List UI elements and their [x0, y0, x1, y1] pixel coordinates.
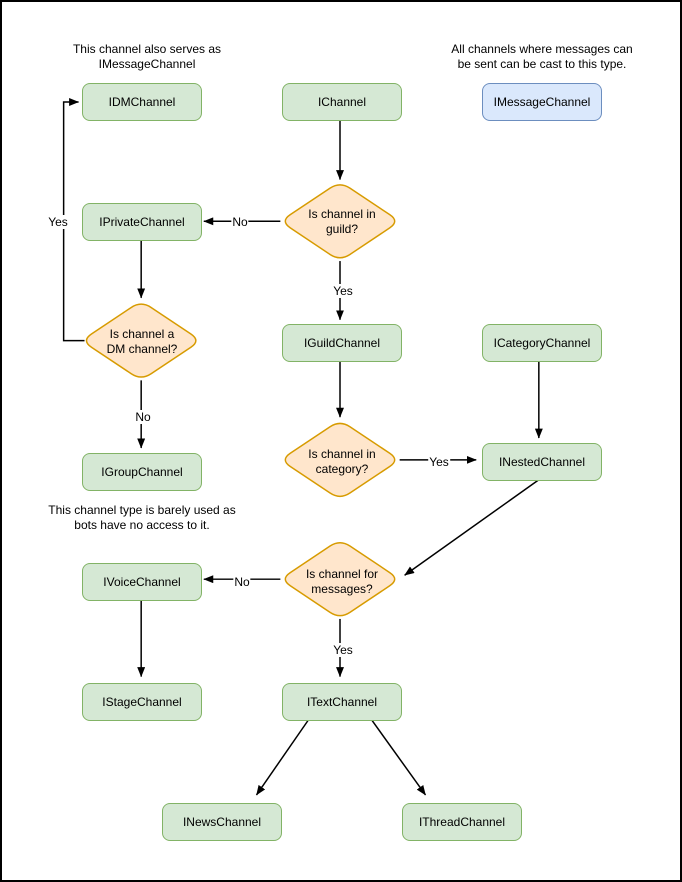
- group-channel-note: [48, 503, 235, 533]
- node-ichannel: [282, 83, 402, 121]
- edge-label-dm-decision-to-idmchannel: Yes: [48, 215, 68, 229]
- note-line: This channel type is barely used as: [48, 503, 236, 517]
- note-line: be sent can be cast to this type.: [457, 57, 627, 71]
- node-label-itextchannel: ITextChannel: [306, 695, 378, 709]
- note-line: All channels where messages can: [451, 42, 633, 56]
- note-line: IMessageChannel: [98, 57, 196, 71]
- node-inestedchannel: [482, 443, 602, 481]
- node-label-igroupchannel: IGroupChannel: [101, 465, 183, 479]
- decision-label-line: DM channel?: [106, 342, 178, 356]
- decision-label-is-channel-a-dm-channel: [107, 327, 178, 357]
- decision-label-line: Is channel in: [308, 207, 376, 221]
- node-itextchannel: [282, 683, 402, 721]
- decision-label-line: Is channel a: [109, 327, 175, 341]
- edge-label-guild-decision-to-iprivatechannel: No: [232, 215, 248, 229]
- decision-label-line: messages?: [311, 582, 373, 596]
- edge-itextchannel-to-inewschannel: [256, 717, 310, 795]
- decision-label-is-channel-in-category: [308, 447, 375, 477]
- edge-label-dm-decision-to-igroupchannel: No: [135, 410, 151, 424]
- edge-itextchannel-to-ithreadchannel: [370, 717, 426, 795]
- edge-label-messages-decision-to-itextchannel: Yes: [333, 643, 353, 657]
- node-label-ivoicechannel: IVoiceChannel: [103, 575, 181, 589]
- decision-label-line: guild?: [325, 222, 359, 236]
- node-label-inewschannel: INewsChannel: [182, 815, 262, 829]
- decision-label-line: Is channel for: [305, 567, 379, 581]
- edge-label-messages-decision-to-ivoicechannel: No: [234, 575, 250, 589]
- node-label-idmchannel: IDMChannel: [108, 95, 176, 109]
- decision-label-is-channel-for-messages: [306, 567, 378, 597]
- decision-label-line: category?: [315, 462, 369, 476]
- node-label-iprivatechannel: IPrivateChannel: [99, 215, 185, 229]
- node-iprivatechannel: [82, 203, 202, 241]
- edge-layer: [2, 2, 680, 880]
- dm-channel-note: [73, 42, 221, 72]
- node-label-istagechannel: IStageChannel: [102, 695, 182, 709]
- node-idmchannel: [82, 83, 202, 121]
- node-label-inestedchannel: INestedChannel: [498, 455, 586, 469]
- node-label-imessagechannel: IMessageChannel: [493, 95, 591, 109]
- edge-label-guild-decision-to-iguildchannel: Yes: [333, 284, 353, 298]
- decision-label-line: Is channel in: [308, 447, 376, 461]
- node-iguildchannel: [282, 324, 402, 362]
- node-igroupchannel: [82, 453, 202, 491]
- note-line: This channel also serves as: [72, 42, 222, 56]
- message-channel-note: [451, 42, 632, 72]
- node-istagechannel: [82, 683, 202, 721]
- node-ithreadchannel: [402, 803, 522, 841]
- node-imessagechannel: [482, 83, 602, 121]
- node-inewschannel: [162, 803, 282, 841]
- node-ivoicechannel: [82, 563, 202, 601]
- edge-label-category-decision-to-inestedchannel: Yes: [429, 455, 449, 469]
- node-label-iguildchannel: IGuildChannel: [303, 336, 381, 350]
- node-label-icategorychannel: ICategoryChannel: [493, 336, 591, 350]
- decision-label-is-channel-in-guild: [308, 207, 375, 237]
- node-label-ichannel: IChannel: [317, 95, 367, 109]
- note-line: bots have no access to it.: [74, 518, 210, 532]
- edge-inestedchannel-to-messages-decision: [405, 480, 539, 575]
- node-icategorychannel: [482, 324, 602, 362]
- node-label-ithreadchannel: IThreadChannel: [418, 815, 506, 829]
